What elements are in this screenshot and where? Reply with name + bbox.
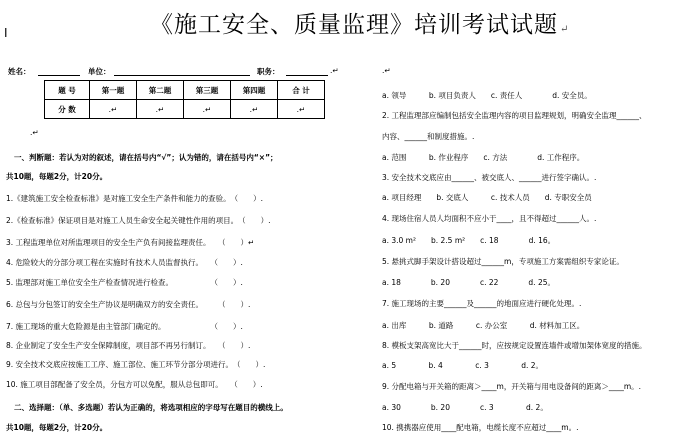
blank-paragraph: .↵: [30, 128, 39, 137]
option-line: a. 范围 b. 作业程序 c. 方法 d. 工作程序。: [382, 153, 585, 162]
question-item: 7. 施工现场的重大危险源是由主管部门确定的。 （ ）.: [6, 322, 243, 331]
question-item: 9. 安全技术交底应按施工工序、施工部位、施工环节分部分项进行。 （ ）.: [6, 360, 266, 369]
question-item: 2.《检查标准》保证项目是对施工人员生命安全起关键性作用的项目。 （ ）.: [6, 216, 271, 225]
name-field[interactable]: [38, 67, 80, 76]
question-item: 3. 工程监理单位对所监理项目的安全生产负有间接监理责任。 （ ）↵: [6, 238, 255, 247]
question-line: 7. 施工现场的主要______及______的地面应进行硬化处理。.: [382, 299, 582, 308]
question-line: 内容、______和制度措施。.: [382, 132, 475, 141]
score-cell[interactable]: .↵: [184, 100, 231, 119]
position-label: 职务：: [257, 67, 280, 76]
question-item: 1.《建筑施工安全检查标准》是对施工安全生产条件和能力的查验。 （ ）.: [6, 194, 264, 203]
question-line: 3. 安全技术交底应由______、被交底人、______进行签字确认。.: [382, 173, 597, 182]
question-item: 6. 总包与分包签订的安全生产协议是明确双方的安全责任。 （ ）.: [6, 300, 251, 309]
section1-subheading: 共10题，每题2分，计20分。: [6, 172, 108, 181]
option-line: a. 3.0 m² b. 2.5 m² c. 18 d. 16。: [382, 236, 556, 245]
section1-heading: 一、判断题：若认为对的叙述，请在括号内“√”；认为错的，请在括号内“×”；: [14, 153, 278, 162]
score-header-cell: 第四题: [231, 81, 278, 100]
score-cell[interactable]: .↵: [90, 100, 137, 119]
question-item: 8. 企业制定了安全生产安全保障制度，项目部不再另行制订。 （ ）.: [6, 341, 251, 350]
paragraph-mark: ↵: [560, 24, 570, 35]
score-cell[interactable]: .↵: [231, 100, 278, 119]
document-title: 《施工安全、质量监理》培训考试试题 ↵: [150, 12, 570, 38]
option-line: a. 领导 b. 项目负责人 c. 责任人 d. 安全员。: [382, 91, 592, 100]
question-item: 5. 监理部对施工单位安全生产检查情况进行检查。 （ ）.: [6, 278, 243, 287]
unit-field[interactable]: [114, 67, 250, 76]
section2-subheading: 共10题，每题2分，计20分。: [6, 423, 108, 432]
right-line: .↵: [382, 66, 391, 75]
header-end-mark: .↵: [330, 66, 339, 75]
score-cell[interactable]: .↵: [137, 100, 184, 119]
name-label: 姓名：: [8, 67, 31, 76]
option-line: a. 出库 b. 道路 c. 办公室 d. 材料加工区。: [382, 321, 585, 330]
question-item: 4. 危险较大的分部分项工程在实施时有技术人员监督执行。 （ ）.: [6, 258, 243, 267]
option-line: a. 18 b. 20 c. 22 d. 25。: [382, 278, 555, 287]
score-table: [44, 80, 325, 119]
question-line: 9. 分配电箱与开关箱的距离＞____m，开关箱与用电设备间的距离＞____m。.: [382, 382, 642, 391]
question-item: 10. 施工项目部配备了安全员，分包方可以免配，服从总包即可。 （ ）.: [6, 380, 263, 389]
score-table-header-row: [45, 81, 325, 100]
score-row-label: 分 数: [45, 100, 90, 119]
option-line: a. 30 b. 20 c. 3 d. 2。: [382, 403, 548, 412]
score-header-cell: 题 号: [45, 81, 90, 100]
option-line: a. 5 b. 4 c. 3 d. 2。: [382, 361, 544, 370]
score-table-value-row: [45, 100, 325, 119]
question-line: 10. 携携器应使用____配电箱，电缆长度不应超过____m。.: [382, 423, 579, 432]
section2-heading: 二、选择题：（单、多选题）若认为正确的，将选项相应的字母写在题目的横线上。: [14, 403, 288, 412]
text-cursor-icon: I: [4, 26, 8, 40]
question-line: 4. 现场住宿人员人均面积不应小于____，且不得超过______人。.: [382, 214, 597, 223]
question-line: 2. 工程监理部应编制包括安全监理内容的项目监理规划，明确安全监理______、: [382, 111, 647, 120]
score-header-cell: 第二题: [137, 81, 184, 100]
score-cell[interactable]: .↵: [278, 100, 325, 119]
score-header-cell: 合 计: [278, 81, 325, 100]
score-header-cell: 第一题: [90, 81, 137, 100]
option-line: a. 项目经理 b. 交底人 c. 技术人员 d. 专职安全员: [382, 193, 592, 202]
unit-label: 单位：: [88, 67, 111, 76]
position-field[interactable]: [286, 67, 328, 76]
score-header-cell: 第三题: [184, 81, 231, 100]
question-line: 5. 悬挑式脚手架设计搭设超过______m，专项施工方案需组织专家论证。: [382, 257, 624, 266]
question-line: 8. 模板支架高宽比大于______时，应按规定设置连墙件或增加架体宽度的措施。: [382, 341, 647, 350]
